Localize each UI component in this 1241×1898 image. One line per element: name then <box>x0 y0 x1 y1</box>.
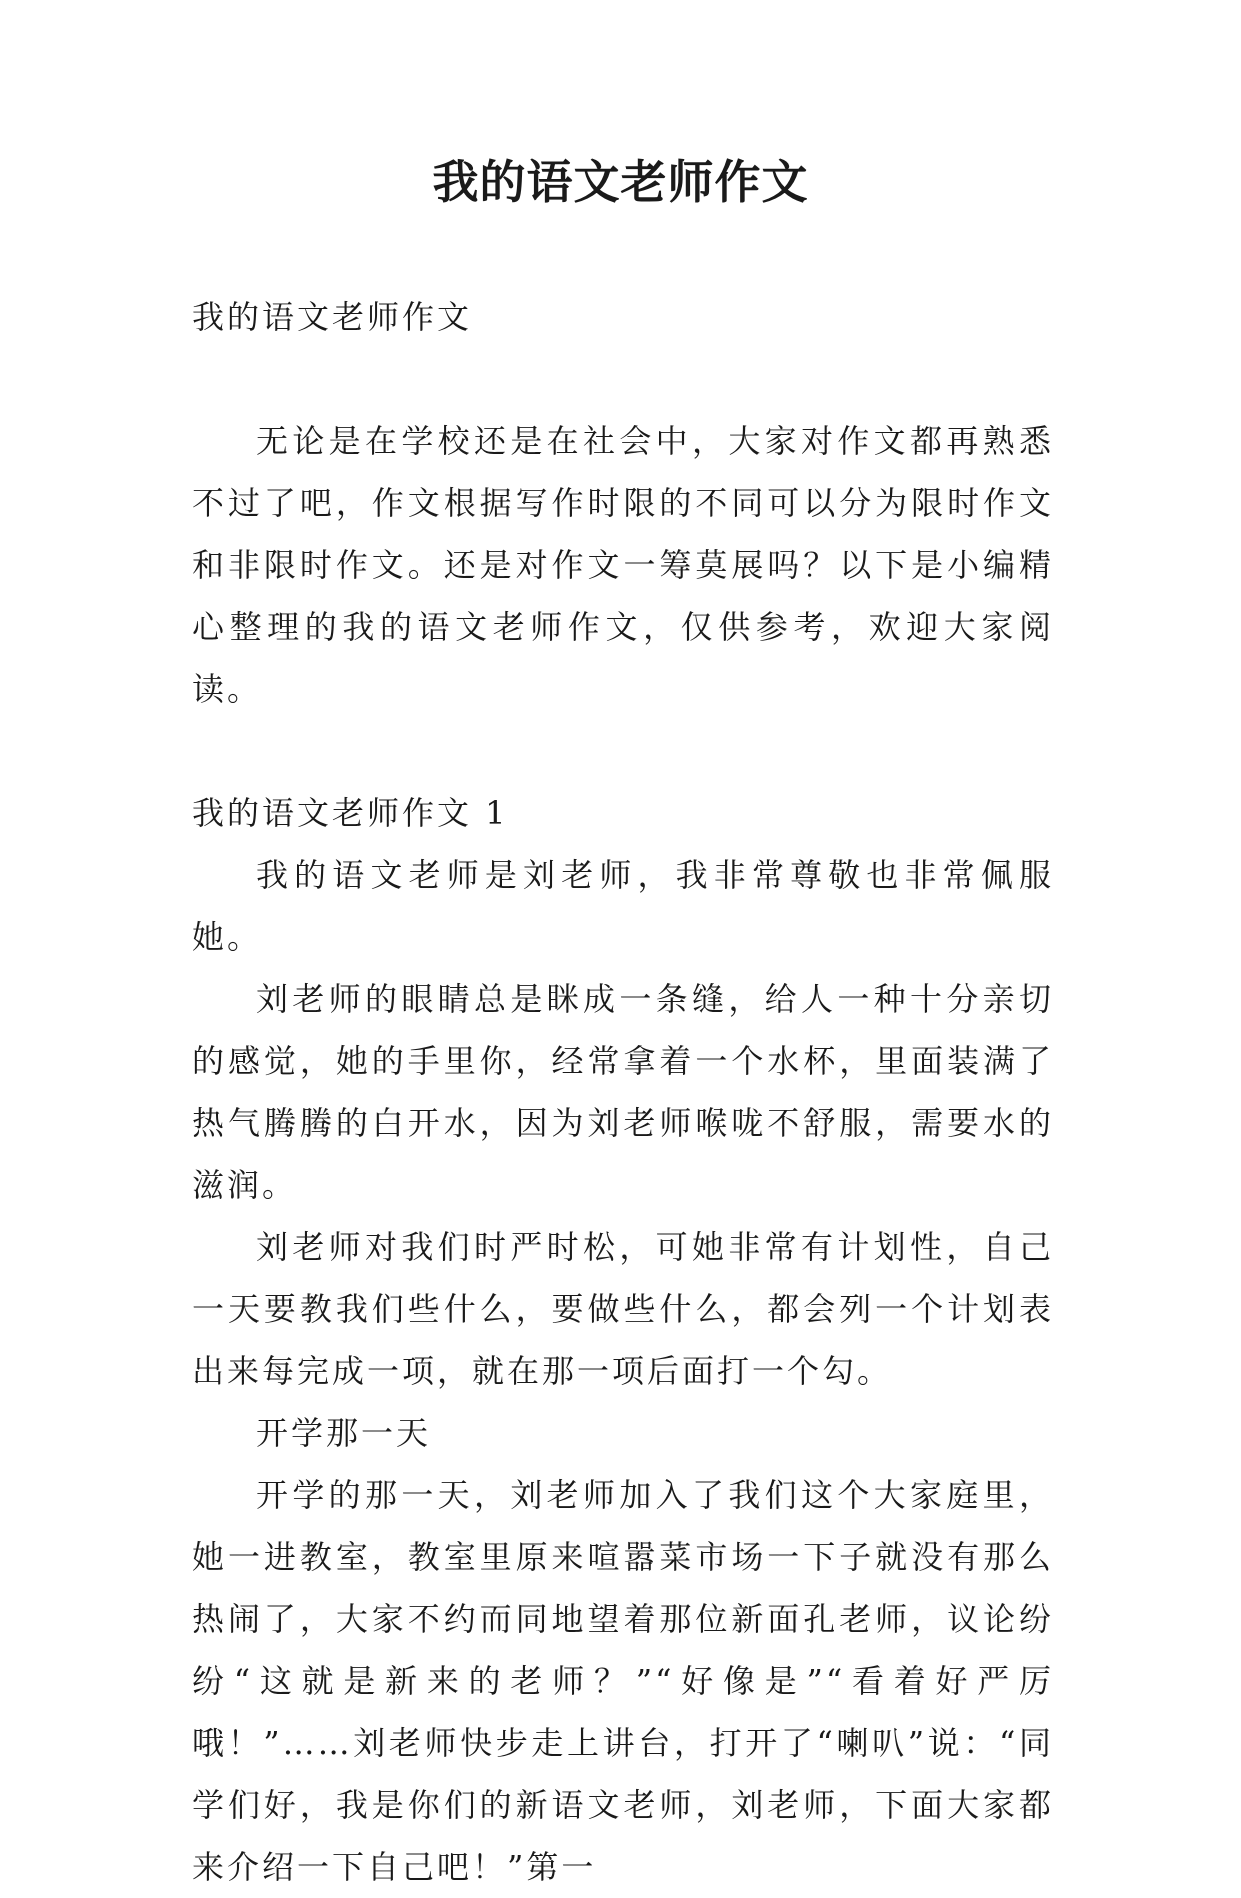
document-body <box>192 286 1054 1898</box>
section-heading: 我的语文老师作文 1 <box>192 794 509 832</box>
body-paragraph: 刘老师对我们时严时松，可她非常有计划性，自己一天要教我们些什么，要做些什么，都会列一个计划表出来每完成一项，就在那一项后面打一个勾。 <box>192 1228 1054 1390</box>
body-paragraph: 开学的那一天，刘老师加入了我们这个大家庭里，她一进教室，教室里原来喧嚣菜市场一下子就没有那么热闹了，大家不约而同地望着那位新面孔老师，议论纷纷“这就是新来的老师？”“好像是”“看着好严厉哦！”……刘老师快步走上讲台，打开了“喇叭”说：“同学们好，我是你们的新语文老师，刘老师，下面大家都来介绍一下自己吧！”第一 <box>192 1476 1054 1886</box>
body-paragraph: 开学那一天 <box>256 1414 432 1452</box>
body-paragraph: 刘老师的眼睛总是眯成一条缝，给人一种十分亲切的感觉，她的手里你，经常拿着一个水杯，里面装满了热气腾腾的白开水，因为刘老师喉咙不舒服，需要水的滋润。 <box>192 980 1054 1204</box>
body-paragraph: 我的语文老师是刘老师，我非常尊敬也非常佩服她。 <box>192 856 1054 956</box>
intro-paragraph: 无论是在学校还是在社会中，大家对作文都再熟悉不过了吧，作文根据写作时限的不同可以分为限时作文和非限时作文。还是对作文一筹莫展吗？以下是小编精心整理的我的语文老师作文，仅供参考，欢迎大家阅读。 <box>192 422 1054 708</box>
document-subtitle: 我的语文老师作文 <box>192 298 473 336</box>
document-title: 我的语文老师作文 <box>432 155 809 209</box>
